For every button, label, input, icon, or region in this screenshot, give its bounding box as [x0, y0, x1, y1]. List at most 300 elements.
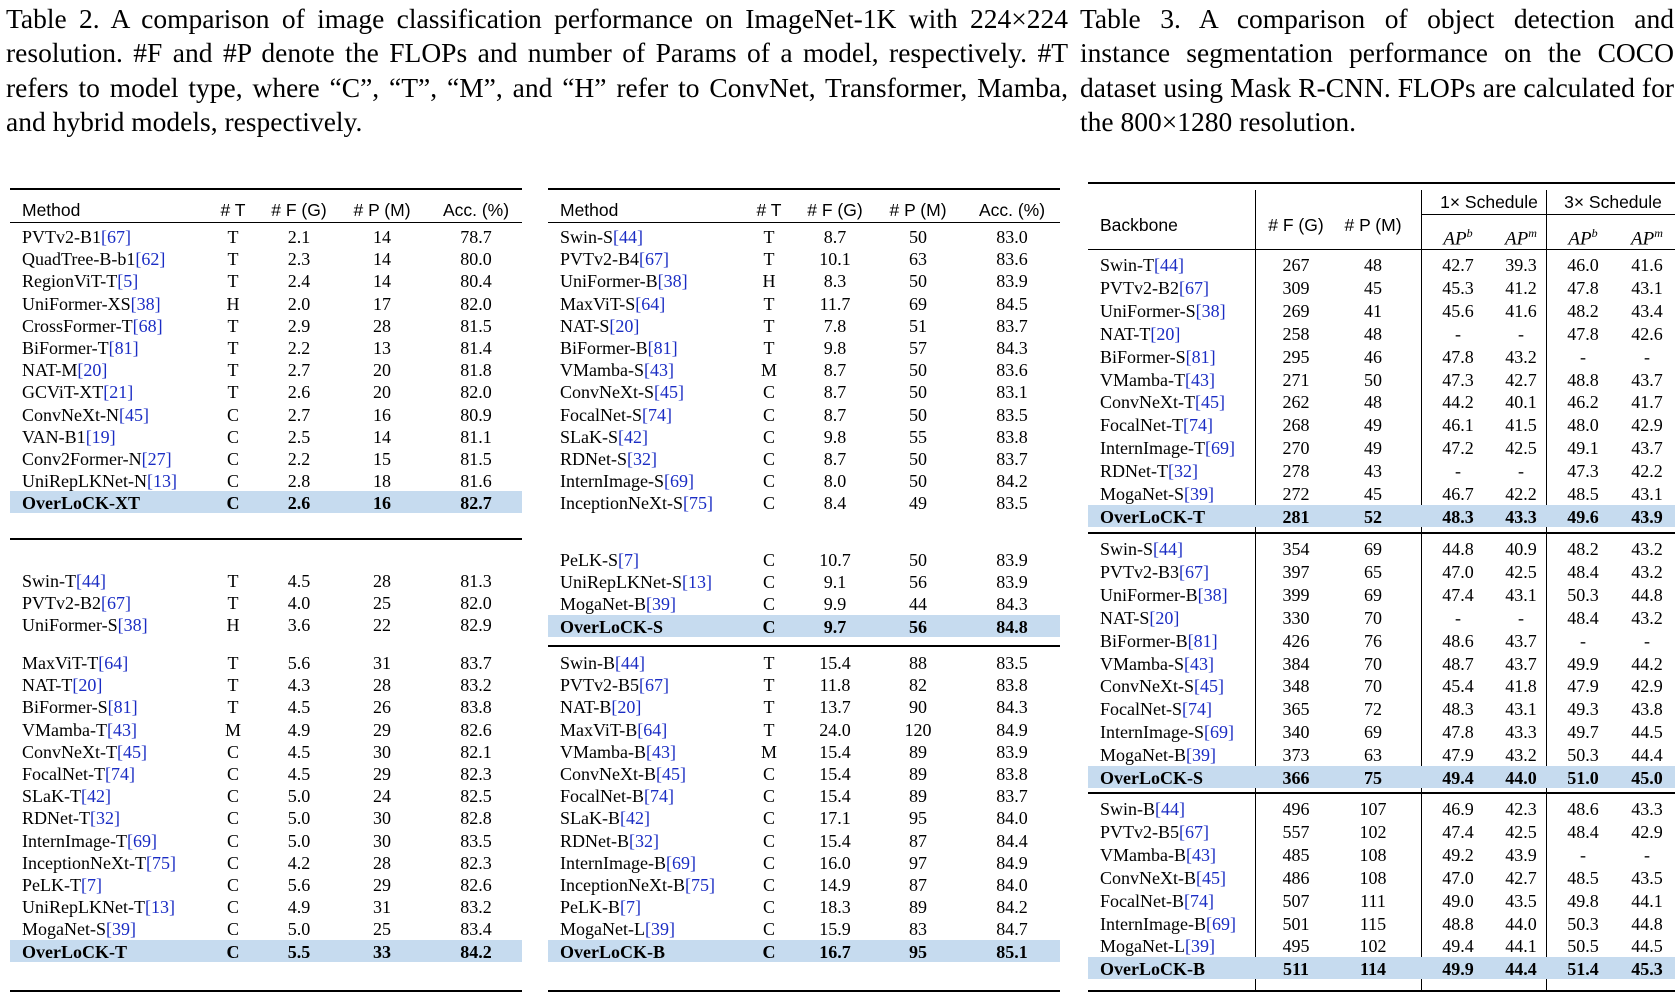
citation-link[interactable]: [75]: [145, 852, 176, 873]
params-value: 28: [373, 675, 391, 696]
accuracy-value: 82.3: [460, 764, 492, 784]
citation-link[interactable]: [21]: [103, 382, 134, 403]
citation-link[interactable]: [69]: [665, 852, 696, 873]
column-divider: [1546, 190, 1547, 991]
citation-link[interactable]: [13]: [144, 897, 175, 918]
citation-link[interactable]: [64]: [635, 293, 666, 314]
citation-link[interactable]: [67]: [101, 593, 132, 614]
params-value: 17: [373, 293, 391, 314]
accuracy-value: 83.8: [996, 675, 1028, 696]
flops-value: 8.7: [823, 227, 847, 247]
params-value: 108: [1359, 844, 1387, 865]
flops-value: 13.7: [819, 697, 851, 718]
params-value: 14: [373, 426, 391, 447]
citation-link[interactable]: [39]: [645, 594, 676, 615]
params-value: 50: [1364, 369, 1382, 390]
ap-value: 43.1: [1505, 699, 1537, 720]
citation-link[interactable]: [43]: [645, 741, 676, 762]
flops-value: 15.4: [819, 830, 851, 851]
method-name: MogaNet-B[39]: [1100, 745, 1216, 766]
params-value: 89: [909, 786, 927, 807]
citation-link[interactable]: [43]: [1185, 844, 1216, 865]
citation-link[interactable]: [67]: [1179, 277, 1210, 298]
citation-link[interactable]: [62]: [135, 249, 166, 270]
params-value: 49: [1364, 438, 1382, 459]
citation-link[interactable]: [67]: [639, 249, 670, 270]
params-value: 30: [373, 741, 391, 762]
params-value: 16: [373, 404, 391, 425]
citation-link[interactable]: [81]: [1187, 630, 1218, 651]
params-value: 88: [909, 653, 927, 673]
flops-value: 2.2: [287, 338, 311, 358]
accuracy-value: 84.3: [996, 338, 1028, 358]
model-type: C: [226, 471, 240, 492]
citation-link[interactable]: [42]: [620, 808, 650, 829]
params-value: 31: [373, 897, 391, 918]
citation-link[interactable]: [69]: [1204, 438, 1235, 459]
ap-value: 48.2: [1567, 539, 1599, 559]
flops-value: 507: [1282, 890, 1310, 911]
params-value: 115: [1359, 913, 1387, 934]
method-name: FocalNet-S[74]: [1100, 699, 1212, 720]
method-name: GCViT-XT[21]: [22, 382, 134, 403]
params-value: 48: [1364, 323, 1382, 344]
ap-value: 49.9: [1567, 653, 1599, 674]
citation-link[interactable]: [75]: [684, 875, 715, 895]
params-value: 49: [1364, 415, 1382, 436]
citation-link[interactable]: [42]: [80, 786, 111, 807]
method-name: BiFormer-B[81]: [560, 338, 678, 358]
flops-value: 365: [1282, 699, 1310, 720]
citation-link[interactable]: [81]: [108, 338, 139, 358]
method-name: InternImage-S[69]: [560, 471, 694, 492]
citation-link[interactable]: [67]: [101, 227, 132, 247]
accuracy-value: 83.5: [460, 830, 492, 851]
ap-value: 48.6: [1442, 630, 1474, 651]
column-header: # T: [756, 200, 782, 220]
citation-link[interactable]: [20]: [77, 360, 108, 381]
flops-value: 5.6: [287, 875, 311, 895]
params-value: 87: [909, 875, 927, 895]
ap-value: 43.2: [1505, 346, 1537, 367]
method-name: InceptionNeXt-S[75]: [560, 493, 713, 514]
flops-value: 9.8: [823, 338, 847, 358]
params-value: 108: [1359, 867, 1387, 888]
ap-value: 42.9: [1631, 821, 1663, 842]
flops-value: 295: [1282, 346, 1310, 367]
model-type: T: [227, 360, 239, 381]
method-name: RDNet-T[32]: [22, 808, 120, 829]
model-type: T: [227, 249, 239, 270]
model-type: C: [226, 875, 240, 895]
method-name: UniFormer-B[38]: [560, 271, 688, 292]
ap-value: 42.7: [1505, 867, 1537, 888]
table3-caption: Table 3. A comparison of object detection and instance segmentation performance on the COCO dataset using Mask R-CNN. FLOPs are calculated for the 800×1280 resolution.: [1080, 3, 1674, 137]
accuracy-value: 80.4: [460, 271, 492, 292]
ap-value: 44.8: [1631, 584, 1663, 605]
flops-value: 8.7: [823, 404, 847, 425]
model-type: T: [227, 697, 239, 718]
citation-link[interactable]: [19]: [85, 426, 116, 447]
params-value: 56: [909, 572, 927, 593]
method-name: InceptionNeXt-T[75]: [22, 852, 176, 873]
params-value: 82: [909, 675, 927, 696]
column-header: # F (G): [807, 200, 863, 220]
accuracy-value: 83.4: [460, 919, 492, 940]
accuracy-value: 78.7: [460, 227, 492, 247]
ap-value: 47.8: [1442, 722, 1474, 743]
citation-link[interactable]: [74]: [641, 404, 672, 425]
ap-value: 48.5: [1567, 484, 1599, 504]
accuracy-value: 83.9: [996, 741, 1028, 762]
citation-link[interactable]: [5]: [117, 271, 139, 292]
method-name: PeLK-S[7]: [560, 550, 639, 570]
params-value: 25: [373, 919, 391, 940]
flops-value: 15.4: [819, 786, 851, 807]
ap-value: 45.6: [1442, 300, 1474, 321]
citation-link[interactable]: [39]: [106, 919, 136, 940]
ap-value: 44.8: [1442, 539, 1474, 559]
citation-link[interactable]: [74]: [643, 786, 674, 807]
flops-value: 2.2: [287, 449, 311, 469]
params-value: 33: [373, 941, 391, 962]
citation-link[interactable]: [69]: [1203, 722, 1234, 743]
citation-link[interactable]: [74]: [104, 764, 135, 784]
accuracy-value: 84.9: [996, 719, 1028, 740]
citation-link[interactable]: [43]: [644, 360, 674, 381]
ap-value: 51.0: [1567, 768, 1599, 788]
method-name: NAT-T[20]: [22, 675, 103, 696]
ap-value: 39.3: [1505, 255, 1537, 275]
method-name: OverLoCK-T: [1100, 506, 1205, 527]
flops-value: 281: [1282, 506, 1310, 527]
method-name: NAT-M[20]: [22, 360, 108, 381]
method-name: UniFormer-S[38]: [22, 615, 148, 636]
method-name: ConvNeXt-B[45]: [560, 764, 686, 784]
method-name: BiFormer-T[81]: [22, 338, 139, 358]
column-divider: [1255, 190, 1256, 991]
model-type: C: [762, 830, 776, 851]
ap-value: 43.1: [1631, 277, 1663, 298]
ap-value: 44.2: [1631, 653, 1663, 674]
table-rule: [10, 188, 522, 190]
model-type: M: [760, 360, 778, 381]
table-rule: [10, 538, 522, 540]
flops-value: 399: [1282, 584, 1310, 605]
ap-value: 43.9: [1505, 844, 1537, 865]
method-name: InternImage-T[69]: [1100, 438, 1235, 459]
ap-value: 48.7: [1442, 653, 1474, 674]
flops-value: 7.8: [823, 315, 847, 336]
flops-value: 11.7: [819, 293, 851, 314]
citation-link[interactable]: [74]: [1182, 415, 1213, 436]
citation-link[interactable]: [43]: [106, 719, 137, 740]
flops-value: 340: [1282, 722, 1310, 743]
ap-value: 47.9: [1567, 676, 1599, 697]
method-name: PVTv2-B5[67]: [560, 675, 670, 696]
apm-header: $AP^m$: [1631, 226, 1663, 250]
method-name: PeLK-T[7]: [22, 875, 102, 895]
flops-value: 5.0: [287, 830, 311, 851]
citation-link[interactable]: [45]: [654, 382, 684, 403]
citation-link[interactable]: [69]: [126, 830, 157, 851]
accuracy-value: 84.2: [460, 941, 492, 962]
apm-header: $AP^m$: [1505, 226, 1537, 250]
ap-value: 49.1: [1567, 438, 1599, 459]
ap-value: 47.3: [1567, 461, 1599, 482]
accuracy-value: 82.6: [460, 875, 492, 895]
model-type: C: [762, 550, 776, 570]
citation-link[interactable]: [7]: [80, 875, 102, 895]
flops-value: 5.0: [287, 808, 311, 829]
ap-value: 47.9: [1442, 745, 1474, 766]
citation-link[interactable]: [39]: [1184, 936, 1215, 957]
model-type: C: [226, 897, 240, 918]
citation-link[interactable]: [38]: [657, 271, 688, 292]
ap-value: 47.8: [1442, 346, 1474, 367]
table-rule: [548, 645, 1060, 647]
citation-link[interactable]: [38]: [117, 615, 148, 636]
citation-link[interactable]: [69]: [1205, 913, 1236, 934]
model-type: C: [762, 919, 776, 940]
ap-value: 44.4: [1505, 959, 1537, 980]
params-value: 46: [1364, 346, 1382, 367]
citation-link[interactable]: [45]: [1196, 867, 1226, 888]
method-name: ConvNeXt-B[45]: [1100, 867, 1226, 888]
citation-link[interactable]: [32]: [629, 830, 659, 851]
accuracy-value: 83.2: [460, 897, 492, 918]
column-header: # P (M): [889, 200, 947, 220]
model-type: T: [763, 249, 775, 270]
model-type: C: [226, 426, 240, 447]
citation-link[interactable]: [68]: [132, 315, 163, 336]
ap-value: 50.3: [1567, 584, 1599, 605]
citation-link[interactable]: [20]: [609, 315, 640, 336]
accuracy-value: 83.8: [996, 764, 1028, 784]
ap-value: 43.2: [1631, 561, 1663, 582]
method-name: Swin-T[44]: [22, 571, 106, 591]
params-value: 50: [909, 404, 927, 425]
citation-link[interactable]: [39]: [1184, 484, 1214, 504]
citation-link[interactable]: [64]: [637, 719, 668, 740]
citation-link[interactable]: [44]: [613, 227, 644, 247]
citation-link[interactable]: [20]: [1150, 323, 1181, 344]
flops-value: 5.0: [287, 919, 311, 940]
params-value: 52: [1364, 506, 1382, 527]
method-name: ConvNeXt-T[45]: [1100, 392, 1225, 413]
flops-value: 4.9: [287, 897, 311, 918]
citation-link[interactable]: [69]: [663, 471, 694, 492]
column-header: Acc. (%): [442, 200, 510, 220]
ap-value: 43.5: [1631, 867, 1663, 888]
method-name: UniFormer-S[38]: [1100, 300, 1226, 321]
flops-value: 486: [1282, 867, 1310, 888]
citation-link[interactable]: [45]: [119, 404, 149, 425]
citation-link[interactable]: [20]: [1149, 607, 1180, 628]
params-value: 69: [1364, 584, 1382, 605]
params-value: 48: [1364, 255, 1382, 275]
citation-link[interactable]: [38]: [1195, 300, 1226, 321]
flops-value: 270: [1282, 438, 1310, 459]
ap-value: 43.7: [1505, 653, 1537, 674]
method-name: PVTv2-B4[67]: [560, 249, 670, 270]
citation-link[interactable]: [42]: [618, 426, 648, 447]
citation-link[interactable]: [81]: [647, 338, 678, 358]
model-type: C: [762, 616, 776, 637]
citation-link[interactable]: [44]: [76, 571, 106, 591]
citation-link[interactable]: [20]: [72, 675, 103, 696]
ap-value: 49.4: [1442, 768, 1474, 788]
flops-value: 2.6: [287, 493, 311, 514]
accuracy-value: 84.7: [996, 919, 1028, 940]
flops-value: 511: [1282, 959, 1310, 980]
ap-value: 43.1: [1505, 584, 1537, 605]
params-value: 70: [1364, 676, 1382, 697]
citation-link[interactable]: [45]: [656, 764, 686, 784]
method-name: OverLoCK-XT: [22, 493, 140, 514]
params-value: 114: [1359, 959, 1387, 980]
apb-header: $AP^b$: [1443, 226, 1473, 250]
method-name: NAT-S[20]: [560, 315, 640, 336]
citation-link[interactable]: [74]: [1181, 699, 1212, 720]
ap-value: 48.6: [1567, 799, 1599, 819]
params-value: 75: [1364, 768, 1382, 788]
ap-value: 47.4: [1442, 584, 1474, 605]
params-value: 50: [909, 271, 927, 292]
citation-link[interactable]: [38]: [130, 293, 161, 314]
citation-link[interactable]: [75]: [682, 493, 713, 514]
method-name: BiFormer-S[81]: [1100, 346, 1216, 367]
model-type: T: [763, 697, 775, 718]
citation-link[interactable]: [67]: [1179, 821, 1210, 842]
table-rule: [1088, 249, 1675, 250]
citation-link[interactable]: [7]: [620, 897, 641, 918]
citation-link[interactable]: [67]: [639, 675, 670, 696]
accuracy-value: 83.7: [996, 315, 1028, 336]
accuracy-value: 83.8: [996, 426, 1028, 447]
ap-value: 42.5: [1505, 561, 1537, 582]
citation-link[interactable]: [39]: [1185, 745, 1216, 766]
flops-value: 4.2: [287, 852, 311, 873]
params-value: 120: [904, 719, 932, 740]
ap-value: 48.5: [1567, 867, 1599, 888]
citation-link[interactable]: [32]: [1167, 461, 1198, 482]
ap-value: 43.8: [1631, 699, 1663, 720]
method-name: Swin-S[44]: [560, 227, 644, 247]
accuracy-value: 83.8: [460, 697, 492, 718]
params-value: 43: [1364, 461, 1382, 482]
citation-link[interactable]: [81]: [1185, 346, 1216, 367]
citation-link[interactable]: [7]: [618, 550, 639, 570]
citation-link[interactable]: [74]: [1183, 890, 1214, 911]
citation-link[interactable]: [43]: [1184, 653, 1214, 674]
citation-link[interactable]: [20]: [611, 697, 642, 718]
params-value: 50: [909, 227, 927, 247]
ap-value: 41.6: [1505, 300, 1537, 321]
citation-link[interactable]: [64]: [98, 653, 129, 673]
method-name: SLaK-S[42]: [560, 426, 648, 447]
flops-value: 348: [1282, 676, 1310, 697]
method-name: VMamba-T[43]: [22, 719, 137, 740]
method-name: MaxViT-T[64]: [22, 653, 129, 673]
ap-value: 47.0: [1442, 867, 1474, 888]
citation-link[interactable]: [44]: [1154, 255, 1184, 275]
params-value: 29: [373, 764, 391, 784]
model-type: C: [226, 919, 240, 940]
params-value: 16: [373, 493, 391, 514]
citation-link[interactable]: [44]: [615, 653, 646, 673]
citation-link[interactable]: [45]: [1194, 392, 1225, 413]
ap-value: 43.3: [1631, 799, 1663, 819]
params-value: 31: [373, 653, 391, 673]
citation-link[interactable]: [45]: [1194, 676, 1224, 697]
flops-value: 262: [1282, 392, 1310, 413]
model-type: C: [762, 875, 776, 895]
citation-link[interactable]: [43]: [1184, 369, 1215, 390]
params-value: 50: [909, 471, 927, 492]
citation-link[interactable]: [39]: [644, 919, 675, 940]
params-value: 83: [909, 919, 927, 940]
flops-value: 9.9: [823, 594, 847, 615]
flops-value: 15.4: [819, 741, 851, 762]
model-type: C: [762, 941, 776, 962]
model-type: C: [762, 572, 776, 593]
citation-link[interactable]: [13]: [146, 471, 177, 492]
citation-link[interactable]: [44]: [1153, 539, 1184, 559]
citation-link[interactable]: [27]: [141, 449, 172, 469]
model-type: C: [762, 764, 776, 784]
ap-value: 48.0: [1567, 415, 1599, 436]
ap-value: -: [1644, 844, 1650, 865]
citation-link[interactable]: [67]: [1179, 561, 1210, 582]
flops-value: 9.1: [823, 572, 847, 593]
method-name: OverLoCK-B: [560, 941, 665, 962]
flops-value: 271: [1282, 369, 1310, 390]
citation-link[interactable]: [38]: [1197, 584, 1228, 605]
citation-link[interactable]: [13]: [681, 572, 712, 593]
ap-value: 43.5: [1505, 890, 1537, 911]
table-rule: [1088, 792, 1675, 794]
params-value: 18: [373, 471, 391, 492]
method-name: InternImage-T[69]: [22, 830, 157, 851]
flops-value: 2.9: [287, 315, 311, 336]
ap-value: 43.7: [1505, 630, 1537, 651]
flops-value: 366: [1282, 768, 1310, 788]
ap-value: 46.0: [1567, 255, 1599, 275]
accuracy-value: 83.7: [996, 786, 1028, 807]
flops-value: 373: [1282, 745, 1310, 766]
method-name: QuadTree-B-b1[62]: [22, 249, 166, 270]
ap-value: 45.0: [1631, 768, 1663, 788]
params-value: 20: [373, 382, 391, 403]
ap-value: 48.4: [1567, 607, 1599, 628]
citation-link[interactable]: [44]: [1155, 799, 1186, 819]
params-value: 102: [1359, 936, 1387, 957]
accuracy-value: 84.8: [996, 616, 1028, 637]
flops-value: 4.0: [287, 593, 311, 614]
flops-value: 11.8: [819, 675, 851, 696]
model-type: T: [227, 593, 239, 614]
citation-link[interactable]: [81]: [107, 697, 138, 718]
ap-value: 44.4: [1631, 745, 1663, 766]
params-value: 14: [373, 271, 391, 292]
citation-link[interactable]: [32]: [89, 808, 120, 829]
model-type: C: [762, 426, 776, 447]
citation-link[interactable]: [45]: [116, 741, 147, 762]
method-name: ConvNeXt-S[45]: [1100, 676, 1224, 697]
ap-value: 43.2: [1631, 539, 1663, 559]
citation-link[interactable]: [32]: [627, 449, 657, 469]
